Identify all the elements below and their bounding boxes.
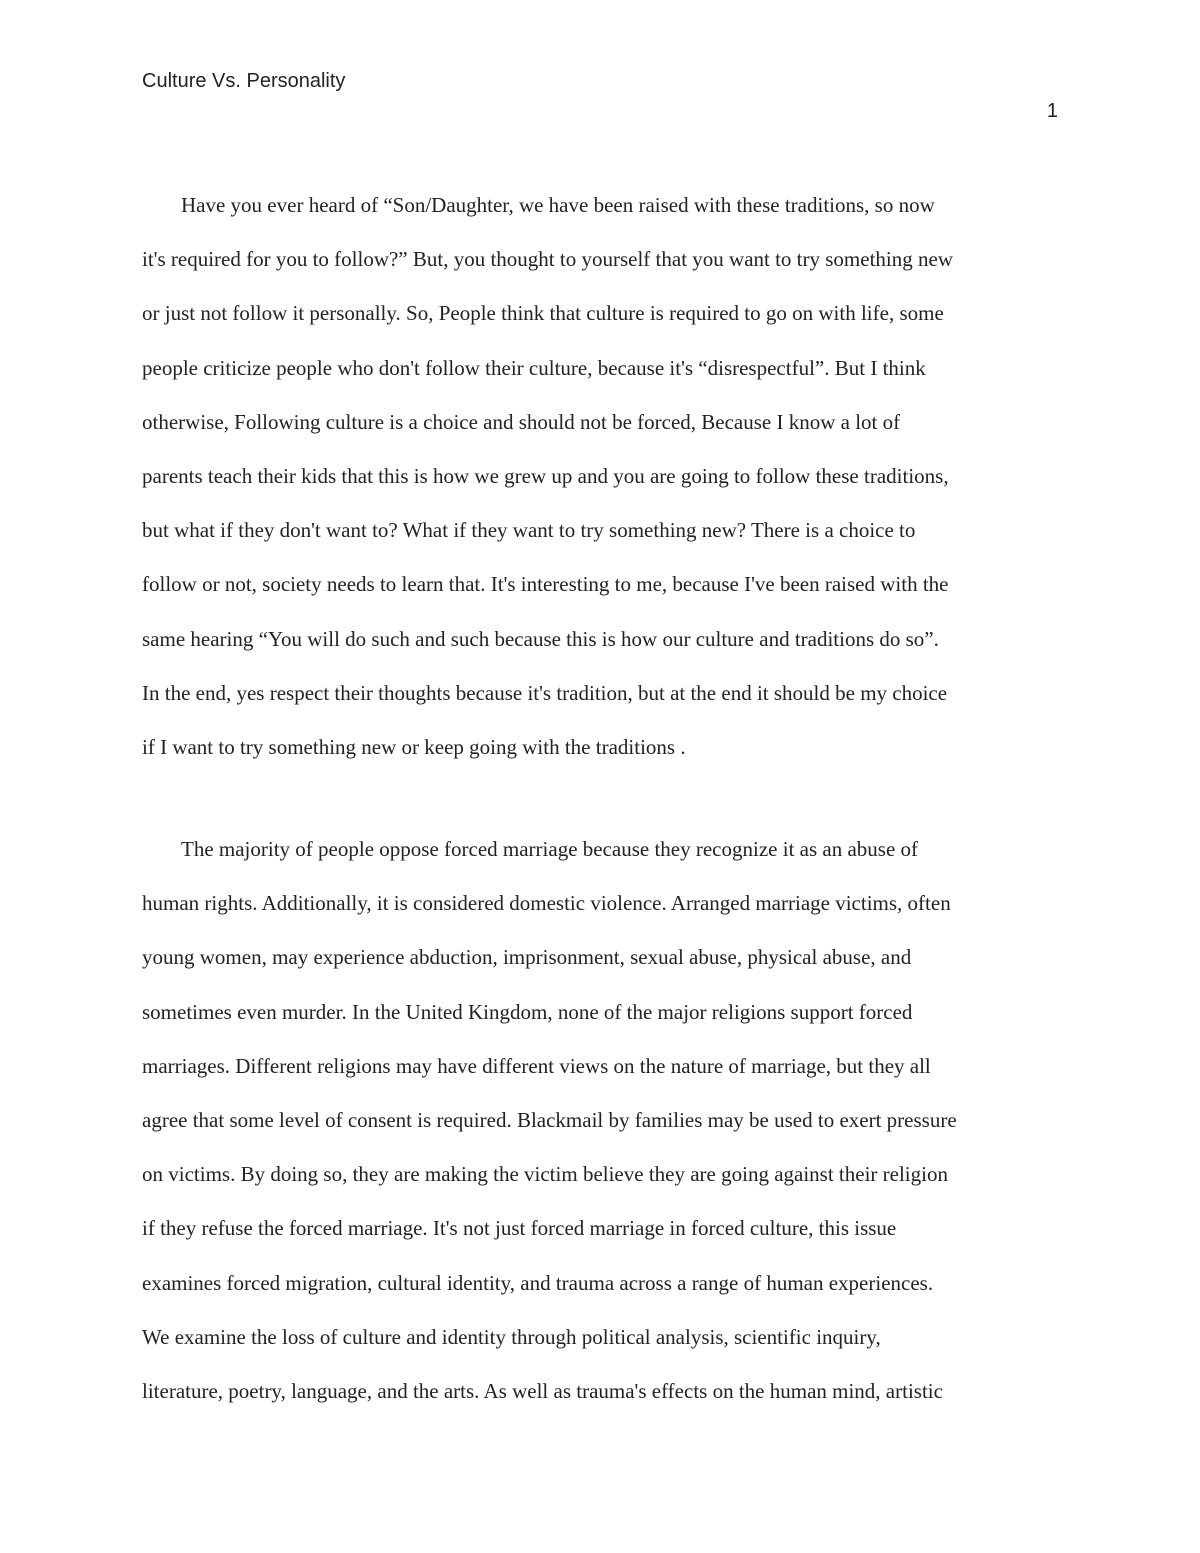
- paragraph-2: [142, 822, 1072, 1418]
- running-head: Culture Vs. Personality: [142, 70, 346, 92]
- paragraph-line: We examine the loss of culture and identity through political analysis, scientific inquiry,: [142, 1324, 881, 1349]
- paragraph-1: [142, 178, 1072, 774]
- paragraph-line: literature, poetry, language, and the arts. As well as trauma's effects on the human mind, artistic: [142, 1378, 943, 1403]
- paragraph-line: same hearing “You will do such and such because this is how our culture and traditions do so”.: [142, 626, 939, 651]
- paragraph-line: otherwise, Following culture is a choice and should not be forced, Because I know a lot of: [142, 409, 901, 434]
- paragraph-line: examines forced migration, cultural identity, and trauma across a range of human experiences.: [142, 1270, 934, 1295]
- paragraph-line: sometimes even murder. In the United Kingdom, none of the major religions support forced: [142, 999, 913, 1024]
- paragraph-line: agree that some level of consent is required. Blackmail by families may be used to exert pressure: [142, 1107, 957, 1132]
- page-number: 1: [1046, 100, 1058, 122]
- paragraph-line: but what if they don't want to? What if they want to try something new? There is a choice to: [142, 518, 916, 543]
- paragraph-line: The majority of people oppose forced marriage because they recognize it as an abuse of: [181, 837, 919, 861]
- paragraph-line: if I want to try something new or keep going with the traditions .: [142, 734, 686, 759]
- paragraph-line: In the end, yes respect their thoughts because it's tradition, but at the end it should be my choice: [142, 680, 948, 705]
- paragraph-line: young women, may experience abduction, imprisonment, sexual abuse, physical abuse, and: [142, 945, 912, 970]
- paragraph-line: follow or not, society needs to learn that. It's interesting to me, because I've been raised with the: [142, 572, 949, 597]
- paragraph-line: marriages. Different religions may have different views on the nature of marriage, but they all: [142, 1053, 931, 1078]
- paragraph-line: if they refuse the forced marriage. It's not just forced marriage in forced culture, this issue: [142, 1216, 897, 1241]
- paragraph-line: human rights. Additionally, it is considered domestic violence. Arranged marriage victims, often: [142, 891, 951, 916]
- paragraph-line: it's required for you to follow?” But, you thought to yourself that you want to try something new: [142, 247, 953, 272]
- paragraph-line: people criticize people who don't follow their culture, because it's “disrespectful”. But I think: [142, 355, 926, 380]
- paragraph-line: Have you ever heard of “Son/Daughter, we have been raised with these traditions, so now: [181, 193, 935, 217]
- paragraph-line: parents teach their kids that this is how we grew up and you are going to follow these traditions,: [142, 463, 949, 488]
- paragraph-line: or just not follow it personally. So, People think that culture is required to go on with life, some: [142, 301, 944, 326]
- paragraph-line: on victims. By doing so, they are making the victim believe they are going against their religion: [142, 1162, 948, 1187]
